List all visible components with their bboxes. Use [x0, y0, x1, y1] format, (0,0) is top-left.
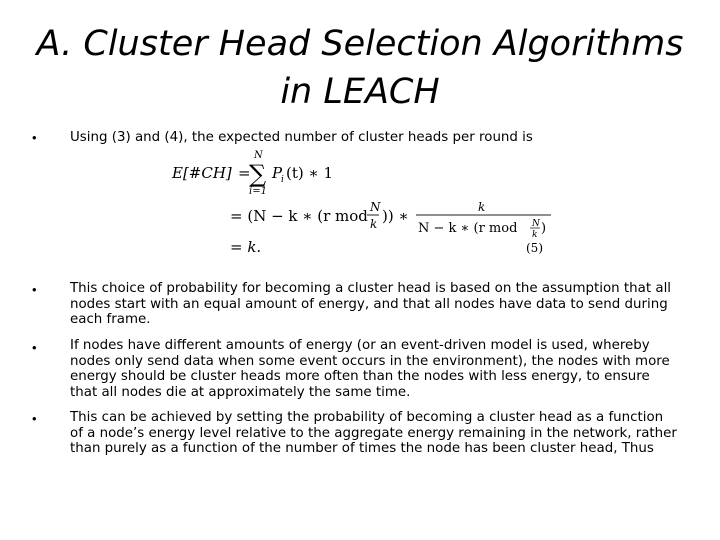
bullet-marker: •: [32, 340, 37, 355]
eq-frac-num: N: [370, 200, 381, 214]
bullet-text-3: This can be achieved by setting the probability of becoming a cluster head as a function of a node’s energy level relative to the aggregate energy remaining in the network, rather than purely as a function of the number of times the node has been cluster head, Thus: [70, 410, 677, 457]
bullet-marker: •: [32, 411, 37, 426]
eq-line2-close: )) ∗: [382, 207, 409, 225]
slide-title: [20, 20, 700, 116]
bullet-marker: •: [32, 282, 37, 297]
eq-line2-open: = (N − k ∗ (r mod: [230, 207, 368, 225]
eq-term-arg: (t) ∗ 1: [286, 164, 334, 182]
bullet-text-2: If nodes have different amounts of energy (or an event-driven model is used, whereby nodes only send data when some event occurs in the environment), the nodes with more energy should be cluster heads more often than the nodes with less energy, to ensure that all nodes die at approximately the same time.: [70, 338, 670, 400]
equation-graphic: [166, 148, 566, 258]
eq-sum-lower: i=1: [249, 186, 267, 197]
eq-frac3-den: k: [532, 230, 538, 240]
eq-frac3-num: N: [532, 219, 540, 229]
eq-term-p: P: [272, 164, 283, 182]
eq-line3: = k.: [230, 238, 262, 256]
bullet-text-1: This choice of probability for becoming a cluster head is based on the assumption that all nodes start with an equal amount of energy, and that all nodes have data to send during each frame.: [70, 281, 672, 328]
equation-5: [166, 148, 566, 258]
intro-text: Using (3) and (4), the expected number of cluster heads per round is: [70, 130, 533, 145]
eq-equals-1: =: [238, 164, 251, 182]
eq-sum-symbol: ∑: [249, 160, 267, 188]
eq-lhs: E[#CH]: [172, 164, 232, 182]
eq-frac2-den: N − k ∗ (r mod: [418, 221, 518, 236]
bullet-marker: •: [32, 130, 37, 145]
title-line-1: A. Cluster Head Selection Algorithms: [36, 24, 684, 64]
eq-number: (5): [526, 241, 543, 255]
eq-sum-upper: N: [254, 150, 263, 161]
eq-frac2-close: ): [541, 221, 547, 236]
eq-frac2-num: k: [478, 200, 486, 214]
title-line-2: in LEACH: [280, 72, 440, 112]
eq-frac-den: k: [370, 217, 378, 231]
eq-term-sub: i: [281, 175, 284, 185]
